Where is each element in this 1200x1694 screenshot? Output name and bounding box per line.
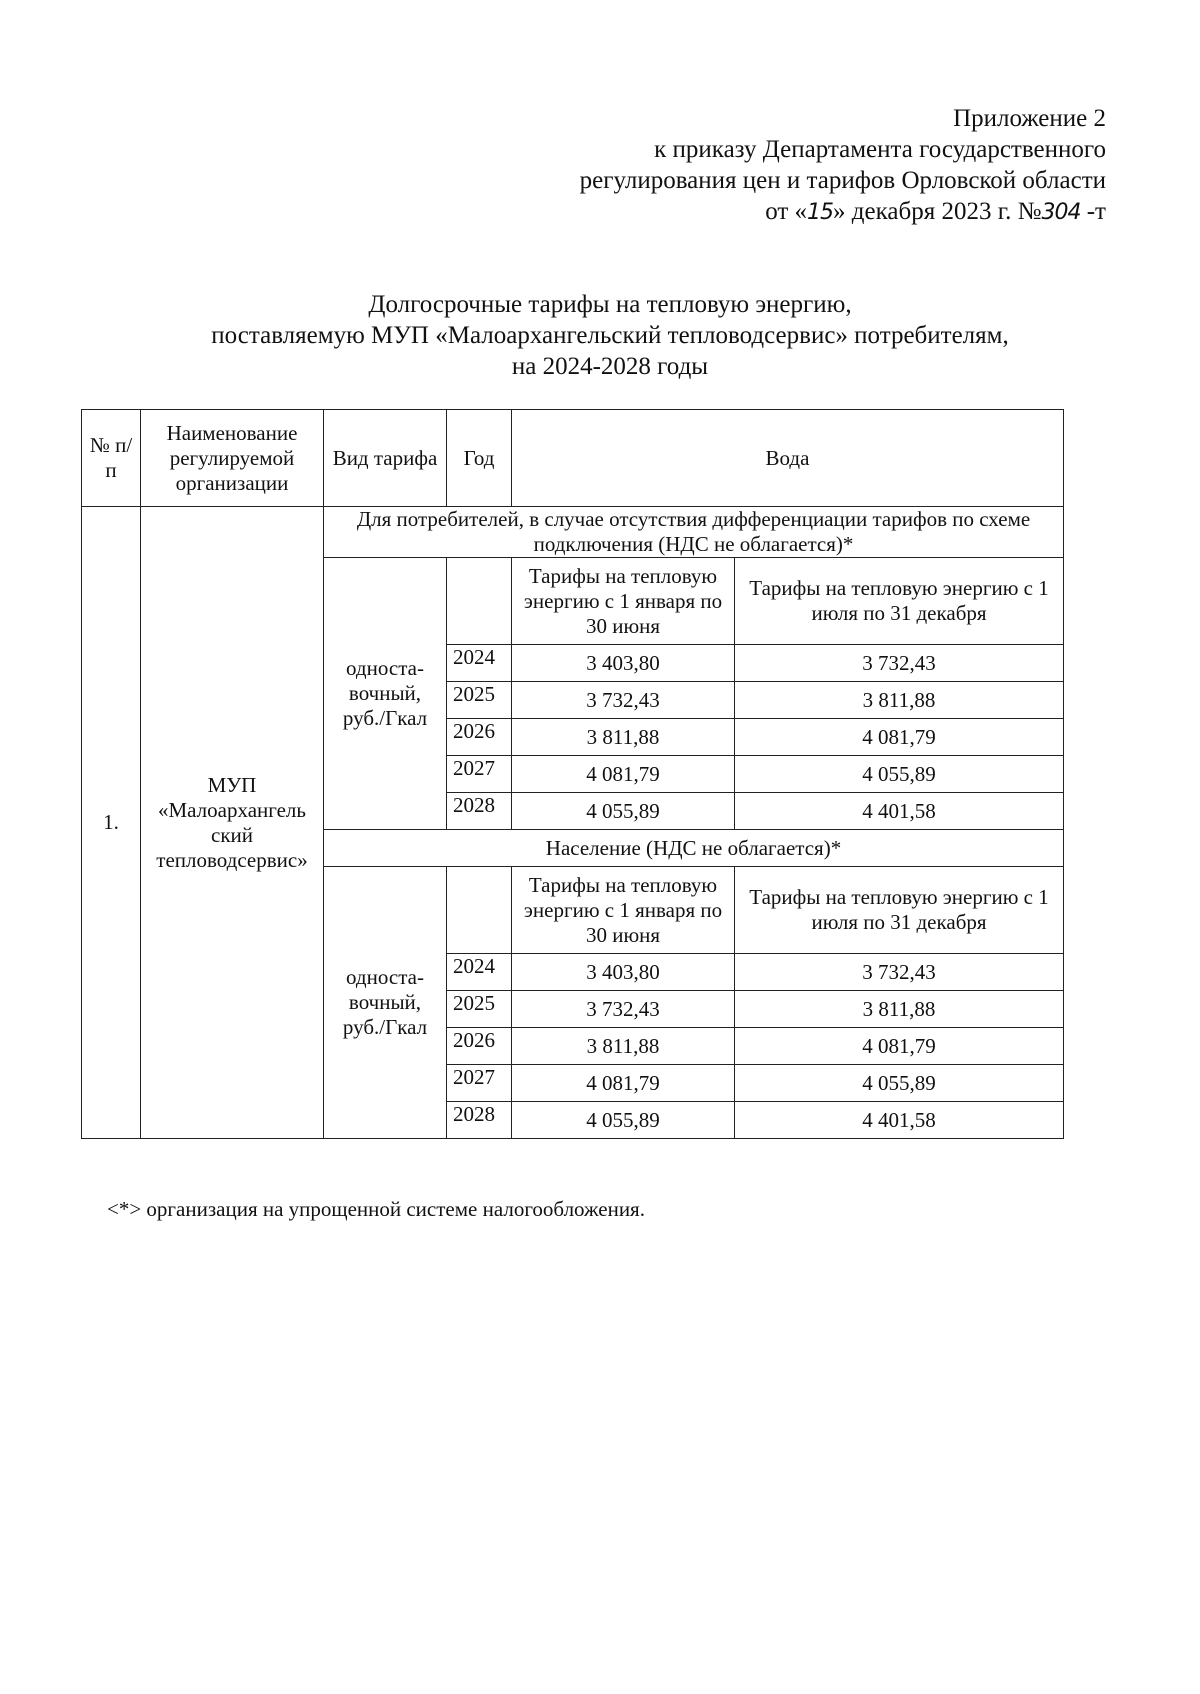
section-1-col-jul: Тарифы на тепловую энергию с 1 июля по 31 декабря — [735, 558, 1064, 645]
organization-name: МУП «Малоархангель ский тепловодсервис» — [141, 507, 324, 1139]
section-1-col-jan: Тарифы на тепловую энергию с 1 января по 30 июня — [512, 558, 735, 645]
section-1-tariff-type: односта- вочный, руб./Гкал — [324, 558, 447, 830]
header-num: № п/п — [82, 410, 141, 507]
table-header-row — [82, 410, 1064, 507]
row-number: 1. — [82, 507, 141, 1139]
order-date: от «15» декабря 2023 г. №304 -т — [765, 198, 1106, 225]
section-2-empty-year — [447, 867, 512, 954]
document-title: Долгосрочные тарифы на тепловую энергию, поставляемую МУП «Малоархангельский тепловодсервис» потребителям, на 2024-2028 годы — [211, 291, 1009, 380]
table-row: 2025 3 732,43 3 811,88 — [82, 991, 1064, 1028]
handwritten-day: 15 — [807, 200, 834, 225]
table-row: 2025 3 732,43 3 811,88 — [82, 682, 1064, 719]
table-row: 2027 4 081,79 4 055,89 — [82, 1065, 1064, 1102]
section-2-col-jan: Тарифы на тепловую энергию с 1 января по 30 июня — [512, 867, 735, 954]
section-2-title: Население (НДС не облагается)* — [324, 830, 1064, 867]
table-row: 2027 4 081,79 4 055,89 — [82, 756, 1064, 793]
table-row: 2024 3 403,80 3 732,43 — [82, 645, 1064, 682]
appendix-number: Приложение 2 — [953, 105, 1106, 132]
footnote: <*> организация на упрощенной системе налогообложения. — [107, 1197, 645, 1221]
appendix-header — [580, 103, 1106, 228]
header-water: Вода — [512, 410, 1064, 507]
section-2-col-jul: Тарифы на тепловую энергию с 1 июля по 31 декабря — [735, 867, 1064, 954]
table-row: 2026 3 811,88 4 081,79 — [82, 1028, 1064, 1065]
section-title-row — [82, 507, 1064, 558]
section-1-title: Для потребителей, в случае отсутствия дифференциации тарифов по схеме подключения (НДС не облагается)* — [324, 507, 1064, 558]
section-1-empty-year — [447, 558, 512, 645]
header-year: Год — [447, 410, 512, 507]
handwritten-number: 304 — [1041, 200, 1081, 225]
order-reference: к приказу Департамента государственного — [654, 136, 1106, 163]
table-row: 2028 4 055,89 4 401,58 — [82, 1102, 1064, 1139]
section-2-tariff-type: односта- вочный, руб./Гкал — [324, 867, 447, 1139]
header-type: Вид тарифа — [324, 410, 447, 507]
table-row: 2026 3 811,88 4 081,79 — [82, 719, 1064, 756]
department-name: регулирования цен и тарифов Орловской области — [579, 167, 1106, 194]
table-row: 2028 4 055,89 4 401,58 — [82, 793, 1064, 830]
table-row: 2024 3 403,80 3 732,43 — [82, 954, 1064, 991]
header-org: Наименование регулируемой организации — [141, 410, 324, 507]
tariff-table — [81, 409, 1064, 1139]
